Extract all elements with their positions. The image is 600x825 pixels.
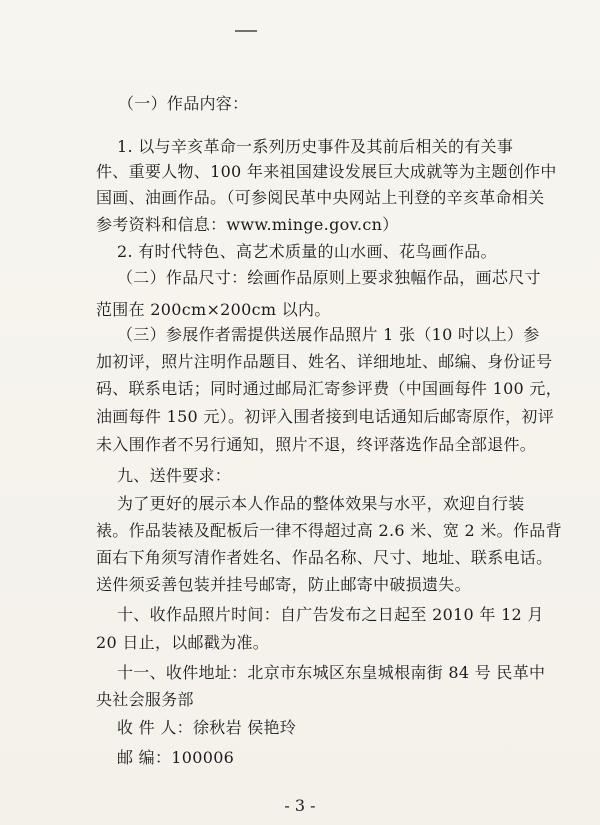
paragraph-line: 国画、油画作品。（可参阅民革中央网站上刊登的辛亥革命相关	[96, 188, 545, 207]
section-10-line: 十、收作品照片时间：自广告发布之日起至 2010 年 12 月	[117, 605, 544, 624]
recipient-line: 收 件 人：徐秋岩 侯艳玲	[117, 718, 297, 737]
section-3-line: （三）参展作者需提供送展作品照片 1 张（10 吋以上）参	[117, 325, 540, 344]
paragraph-line: 1. 以与辛亥革命一系列历史事件及其前后相关的有关事	[117, 137, 514, 156]
paragraph-line: 2. 有时代特色、高艺术质量的山水画、花鸟画作品。	[117, 242, 497, 261]
section-1-heading: （一）作品内容：	[118, 94, 249, 113]
paragraph-line: 件、重要人物、100 年来祖国建设发展巨大成就等为主题创作中	[96, 162, 557, 181]
paragraph-line: 码、联系电话；同时通过邮局汇寄参评费（中国画每件 100 元，	[96, 379, 563, 398]
page-number: - 3 -	[284, 796, 316, 815]
postcode-line: 邮 编：100006	[117, 748, 235, 767]
paragraph-line: 央社会服务部	[96, 690, 194, 709]
section-2-line: （二）作品尺寸：绘画作品原则上要求独幅作品，画芯尺寸	[117, 268, 541, 287]
scan-mark	[235, 30, 257, 32]
paragraph-line: 面右下角须写清作者姓名、作品名称、尺寸、地址、联系电话。	[96, 548, 553, 567]
paragraph-line: 送件须妥善包装并挂号邮寄，防止邮寄中破损遗失。	[96, 575, 471, 594]
paragraph-line: 未入围作者不另行通知，照片不退，终评落选作品全部退件。	[96, 435, 537, 454]
paragraph-line: 20 日止，以邮戳为准。	[96, 633, 270, 652]
paragraph-line: 裱。作品装裱及配板后一律不得超过高 2.6 米、宽 2 米。作品背	[96, 521, 562, 540]
section-9-heading: 九、送件要求：	[117, 466, 232, 485]
paragraph-line: 参考资料和信息：www.minge.gov.cn）	[96, 215, 399, 234]
paragraph-line: 为了更好的展示本人作品的整体效果与水平，欢迎自行装	[117, 494, 525, 513]
paragraph-line: 范围在 200cm×200cm 以内。	[96, 300, 331, 319]
paragraph-line: 加初评，照片注明作品题目、姓名、详细地址、邮编、身份证号	[96, 352, 553, 371]
section-11-line: 十一、收件地址：北京市东城区东皇城根南街 84 号 民革中	[117, 663, 546, 682]
paragraph-line: 油画每件 150 元）。初评入围者接到电话通知后邮寄原作，初评	[96, 407, 555, 426]
